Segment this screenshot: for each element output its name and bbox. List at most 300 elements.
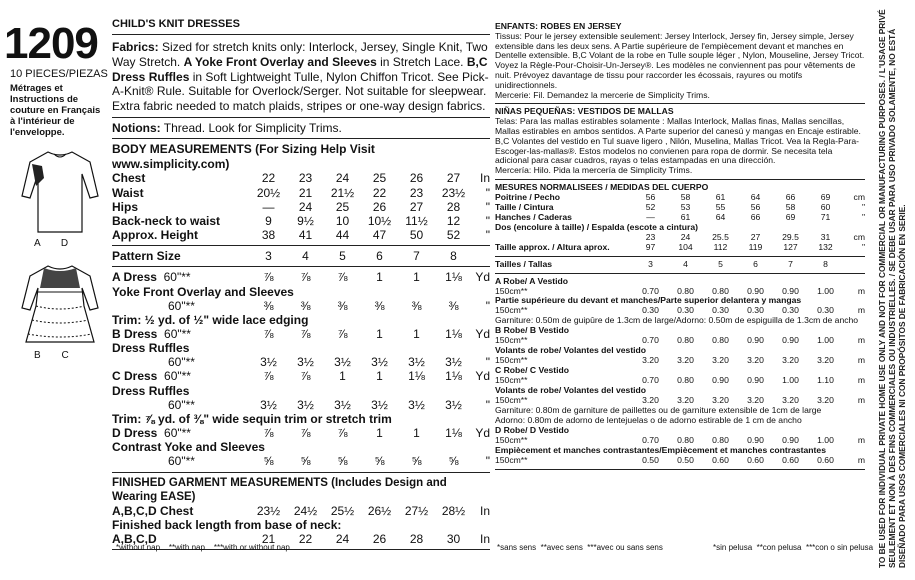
value-cell: 3.20 — [747, 355, 764, 366]
body-measurements-table — [112, 171, 490, 242]
row-label: Tailles / Tallas — [495, 258, 552, 269]
value-cell: 0.50 — [677, 454, 694, 465]
unit-cell: m — [857, 435, 865, 446]
view-label: C Dress 60"** — [112, 369, 191, 384]
value-cell: 1.00 — [817, 435, 834, 446]
value-cell: 64 — [750, 191, 761, 202]
value-cell: ⅜ — [263, 298, 274, 313]
value-cell: ⅞ — [263, 326, 274, 341]
value-cell: 1 — [413, 326, 420, 341]
value-cell: ⅝ — [411, 454, 422, 469]
value-cell: 0.30 — [712, 305, 729, 316]
value-cell: 52 — [446, 228, 461, 243]
value-cell: — — [262, 199, 275, 214]
part-title: Volants de robe/ Volantes del vestido — [495, 345, 647, 356]
row-label: Poitrine / Pecho — [495, 191, 560, 202]
value-cell: 69 — [820, 191, 831, 202]
metric-measurements-title: MESURES NORMALISEES / MEDIDAS DEL CUERPO — [495, 181, 709, 192]
size-cell: 8 — [450, 249, 457, 264]
value-cell: 25 — [335, 199, 350, 214]
value-cell: 0.80 — [677, 285, 694, 296]
unit-cell: Yd — [475, 426, 490, 441]
value-cell: 0.90 — [712, 375, 729, 386]
value-cell: 52 — [645, 201, 656, 212]
value-cell: ⅝ — [448, 454, 459, 469]
sketch-label-bottom: B C — [34, 350, 69, 361]
sketch-dress-a-d — [18, 148, 102, 238]
value-cell: 50 — [409, 228, 424, 243]
value-cell: 41 — [298, 228, 313, 243]
french-spanish-column — [495, 22, 865, 473]
value-cell: 26 — [372, 531, 387, 546]
value-cell: 30 — [446, 531, 461, 546]
pieces-count: 10 PIECES/PIEZAS — [10, 68, 108, 80]
unit-cell: " — [861, 211, 865, 222]
trim-row — [112, 313, 490, 327]
value-cell: 22 — [372, 185, 387, 200]
value-cell: 22 — [261, 171, 276, 186]
size-cell: 7 — [413, 249, 420, 264]
width-cell: 150cm** — [495, 395, 528, 406]
unit-cell: " — [485, 397, 490, 412]
size-cell: 8 — [823, 258, 828, 269]
value-cell: 3.20 — [642, 395, 659, 406]
value-cell: 3.20 — [817, 395, 834, 406]
value-cell: 0.90 — [747, 435, 764, 446]
metric-yardage-row — [495, 456, 865, 466]
value-cell: 64 — [715, 211, 726, 222]
finished-title: FINISHED GARMENT MEASUREMENTS (Includes Design and Wearing EASE) — [112, 476, 447, 503]
metric-yardage-table — [495, 277, 865, 466]
body-measurements-title: BODY MEASUREMENTS (For Sizing Help Visit www.simplicity.com) — [112, 142, 375, 171]
value-cell: 31 — [820, 231, 831, 242]
value-cell: 1 — [339, 369, 346, 384]
view-row — [112, 270, 490, 284]
value-cell: ⅜ — [300, 298, 311, 313]
value-cell: 28 — [409, 531, 424, 546]
value-cell: 44 — [335, 228, 350, 243]
size-cell: 5 — [718, 258, 723, 269]
trim-text: Trim: ½ yd. of ½" wide lace edging — [112, 312, 309, 327]
value-cell: 71 — [820, 211, 831, 222]
unit-cell: " — [485, 185, 490, 200]
value-cell: 3.20 — [642, 355, 659, 366]
value-cell: 3.20 — [712, 395, 729, 406]
value-cell: ⅜ — [448, 298, 459, 313]
value-cell: 0.70 — [642, 285, 659, 296]
width-cell: 150cm** — [495, 305, 528, 316]
value-cell: 3½ — [445, 355, 462, 370]
size-cell: 4 — [683, 258, 688, 269]
value-cell: 3½ — [371, 397, 388, 412]
value-cell: 61 — [680, 211, 691, 222]
value-cell: 3½ — [408, 397, 425, 412]
value-cell: 66 — [785, 191, 796, 202]
trim-text: Garniture: 0.80m de garniture de paillettes ou de garniture extensible de 1cm de large — [495, 405, 822, 416]
unit-cell: " — [485, 228, 490, 243]
row-label: Waist — [112, 185, 144, 200]
value-cell: 1 — [413, 426, 420, 441]
value-cell: 1 — [376, 326, 383, 341]
metric-measurements-table — [495, 193, 865, 253]
value-cell: ⅞ — [337, 326, 348, 341]
value-cell: 56 — [750, 201, 761, 212]
value-cell: 29.5 — [782, 231, 799, 242]
value-cell: 3½ — [334, 397, 351, 412]
body-row — [112, 200, 490, 214]
value-cell: 0.90 — [747, 285, 764, 296]
value-cell: ⅞ — [300, 426, 311, 441]
value-cell: 3½ — [334, 355, 351, 370]
value-cell: 0.80 — [677, 335, 694, 346]
unit-cell: Yd — [475, 270, 490, 285]
value-cell: 3.20 — [712, 355, 729, 366]
value-cell: 3.20 — [782, 355, 799, 366]
pattern-number: 1209 — [4, 19, 98, 68]
value-cell: 27 — [750, 231, 761, 242]
pattern-size-row — [112, 249, 490, 263]
value-cell: 3.20 — [747, 395, 764, 406]
width-cell: 150cm** — [495, 375, 528, 386]
width-cell: 150cm** — [495, 355, 528, 366]
value-cell: 1 — [376, 369, 383, 384]
value-cell: 60 — [820, 201, 831, 212]
size-cell: 3 — [648, 258, 653, 269]
body-row — [112, 214, 490, 228]
part-title-row — [112, 341, 490, 355]
value-cell: 27½ — [404, 503, 429, 518]
part-values-row — [112, 355, 490, 369]
row-label: Chest — [112, 171, 146, 186]
part-values-row — [112, 299, 490, 313]
value-cell: 119 — [748, 241, 763, 252]
value-cell: 0.50 — [642, 454, 659, 465]
tissus-paragraph: Tissus: Pour le jersey extensible seulement: Jersey Interlock, Jersey fin, Jersey simple, Jersey extensible dans les deux sens. A Partie supérieure de l'empiècement devant et manches en Dentelle extensible. B,C Volant de la robe en Tulle souple léger , Nylon, Mouseline, Jersey Tricot. Voyez la Règle-Pour-Choisir-Un-Jersey®. Les modèles ne conviennent pas pour vêtements de nuit. Prévoyez davantage de tissu pour raccorder les écossais, rayures ou motifs unidirectionnels. — [495, 30, 865, 90]
row-label: Back-neck to waist — [112, 213, 221, 228]
unit-cell: m — [857, 285, 865, 296]
part-title: B Robe/ B Vestido — [495, 325, 570, 336]
value-cell: ⅞ — [300, 326, 311, 341]
value-cell: 0.30 — [642, 305, 659, 316]
value-cell: ⅝ — [337, 454, 348, 469]
part-title: Dress Ruffles — [112, 341, 190, 356]
width-cell: 150cm** — [495, 285, 528, 296]
value-cell: 0.90 — [747, 335, 764, 346]
sketch-dress-b-c — [18, 262, 102, 348]
value-cell: 104 — [678, 241, 693, 252]
value-cell: 25.5 — [712, 231, 729, 242]
unit-cell: cm — [853, 231, 865, 242]
trim-text: Adorno: 0.80m de adorno de lentejuelas o de adorno estirable de 1 cm de ancho — [495, 415, 802, 426]
value-cell: 0.30 — [747, 305, 764, 316]
notions-line: Notions: Thread. Look for Simplicity Trims. — [112, 120, 342, 135]
value-cell: 20½ — [256, 185, 281, 200]
yardage-table — [112, 270, 490, 468]
value-cell: — — [646, 211, 655, 222]
part-title-row — [112, 440, 490, 454]
value-cell: 22 — [298, 531, 313, 546]
value-cell: ⅞ — [263, 426, 274, 441]
value-cell: 23½ — [441, 185, 466, 200]
value-cell: 0.30 — [817, 305, 834, 316]
value-cell: 69 — [785, 211, 796, 222]
value-cell: ⅞ — [263, 270, 274, 285]
row-label: Pattern Size — [112, 249, 181, 264]
unit-cell: Yd — [475, 369, 490, 384]
value-cell: 1.00 — [817, 285, 834, 296]
unit-cell: Yd — [475, 326, 490, 341]
value-cell: 3½ — [371, 355, 388, 370]
value-cell: 0.90 — [782, 285, 799, 296]
part-title: C Robe/ C Vestido — [495, 365, 570, 376]
value-cell: 10½ — [367, 213, 392, 228]
value-cell: 127 — [783, 241, 798, 252]
part-title-row — [112, 384, 490, 398]
part-title: A Robe/ A Vestido — [495, 275, 569, 286]
value-cell: ⅜ — [411, 298, 422, 313]
value-cell: 97 — [645, 241, 656, 252]
unit-cell: m — [857, 375, 865, 386]
value-cell: 24 — [335, 531, 350, 546]
finished-back-title — [112, 518, 490, 532]
value-cell: 0.30 — [782, 305, 799, 316]
view-label: B Dress 60"** — [112, 326, 191, 341]
value-cell: 0.30 — [677, 305, 694, 316]
value-cell: 53 — [680, 201, 691, 212]
row-label: Hips — [112, 199, 139, 214]
value-cell: 0.90 — [782, 435, 799, 446]
value-cell: ⅝ — [300, 454, 311, 469]
value-cell: 3½ — [297, 355, 314, 370]
width-cell: 150cm** — [495, 335, 528, 346]
value-cell: 112 — [713, 241, 728, 252]
english-footnote: *without nap **with nap ***with or without nap — [116, 543, 290, 552]
row-label: Dos (encolure à taille) / Espalda (escote a cintura) — [495, 221, 698, 232]
fabrics-paragraph: Fabrics: Sized for stretch knits only: Interlock, Jersey, Single Knit, Two Way Stretch. A Yoke Front Overlay and Sleeves in Stretch Lace. B,C Dress Ruffles in Soft Lightweight Tulle, Nylon Chiffon Tricot. See Pick-A-Knit® Rule. Suitable for Overlock/Serger. Not suitable for sleepwear. Extra fabric needed to match plaids, stripes or one-way design fabrics. — [112, 40, 489, 113]
value-cell: 0.60 — [782, 454, 799, 465]
value-cell: ⅞ — [337, 426, 348, 441]
value-cell: 1⅛ — [408, 369, 425, 384]
value-cell: 3½ — [297, 397, 314, 412]
body-row — [112, 186, 490, 200]
size-cell: 7 — [788, 258, 793, 269]
finished-table — [112, 504, 490, 546]
part-title: D Robe/ D Vestido — [495, 425, 570, 436]
width-cell: 150cm** — [495, 454, 528, 465]
telas-paragraph: Telas: Para las mallas estirables solamente : Mallas Interlock, Mallas finas, Mallas sencillas, Mallas estirables en ambos sentidos. A Parte superior del canesú y mangas en Encaje estirable. B,C Volantes del vestido en Tul suave ligero , Nilón, Muselina, Mallas Tricot. Vea la Regla-Para-Escoger-las-mallas®. Estos modelos no convienen para ropa de dormir. Se necesita tela adicional para casar cuadros, rayas o telas estampadas en una dirección. — [495, 116, 861, 166]
value-cell: 1⅛ — [445, 369, 462, 384]
value-cell: 0.60 — [712, 454, 729, 465]
value-cell: 3½ — [260, 355, 277, 370]
unit-cell: " — [485, 454, 490, 469]
size-row — [112, 249, 490, 263]
value-cell: 58 — [785, 201, 796, 212]
value-cell: 56 — [645, 191, 656, 202]
row-label: Approx. Height — [112, 228, 198, 243]
value-cell: 23 — [409, 185, 424, 200]
unit-cell: cm — [853, 191, 865, 202]
english-title: CHILD'S KNIT DRESSES — [112, 18, 240, 30]
value-cell: 0.80 — [712, 435, 729, 446]
value-cell: 1.10 — [817, 375, 834, 386]
unit-cell: " — [485, 298, 490, 313]
value-cell: 0.70 — [642, 375, 659, 386]
width-cell: 60"** — [168, 397, 195, 412]
unit-cell: In — [479, 171, 490, 186]
value-cell: 26 — [372, 199, 387, 214]
value-cell: 12 — [446, 213, 461, 228]
value-cell: 21 — [298, 185, 313, 200]
unit-cell — [472, 249, 490, 263]
spanish-title: NIÑAS PEQUEÑAS: VESTIDOS DE MALLAS — [495, 106, 674, 117]
width-cell: 60"** — [168, 454, 195, 469]
part-title: Volants de robe/ Volantes del vestido — [495, 385, 647, 396]
value-cell: 38 — [261, 228, 276, 243]
trim-text: Trim: ⅞ yd. of ⅜" wide sequin trim or stretch trim — [112, 411, 392, 426]
value-cell: 26½ — [367, 503, 392, 518]
value-cell: 55 — [715, 201, 726, 212]
value-cell: 1⅛ — [445, 426, 462, 441]
unit-cell: m — [857, 305, 865, 316]
value-cell: 61 — [715, 191, 726, 202]
size-cell: 3 — [265, 249, 272, 264]
value-cell: 27 — [409, 199, 424, 214]
unit-cell: m — [857, 454, 865, 465]
part-title-row — [112, 285, 490, 299]
value-cell: 3½ — [260, 397, 277, 412]
value-cell: 3½ — [445, 397, 462, 412]
value-cell: 0.70 — [642, 335, 659, 346]
value-cell: 58 — [680, 191, 691, 202]
usage-disclaimer-vertical: TO BE USED FOR INDIVIDUAL PRIVATE HOME USE ONLY AND NOT FOR COMMERCIAL OR MANUFACTURING PURPOSES. / L'USAGE PRIVÉ SEULEMENT ET NON À DES FINS COMMERCIALES OU INDUSTRIELLES. / SE DEBE USAR PARA USO PRIVADO SOLAMENTE, NO ESTÁ DISEÑADO PARA USOS COMERCIALES NI CON PROPÓSITOS DE FABRICACIÓN EN SERIE. — [877, 9, 907, 568]
value-cell: 0.60 — [747, 454, 764, 465]
sketch-label-top: A D — [34, 238, 69, 249]
value-cell: 24 — [680, 231, 691, 242]
value-cell: 27 — [446, 171, 461, 186]
value-cell: 0.80 — [677, 375, 694, 386]
part-values-row — [112, 398, 490, 412]
value-cell: 0.60 — [817, 454, 834, 465]
value-cell: 28½ — [441, 503, 466, 518]
value-cell: 28 — [446, 199, 461, 214]
value-cell: 23 — [298, 171, 313, 186]
size-cell: 5 — [339, 249, 346, 264]
value-cell: ⅝ — [263, 454, 274, 469]
value-cell: ⅞ — [337, 270, 348, 285]
value-cell: 1 — [376, 426, 383, 441]
value-cell: 132 — [818, 241, 833, 252]
unit-cell: " — [485, 213, 490, 228]
value-cell: ⅞ — [263, 369, 274, 384]
metric-yardage-row — [495, 277, 865, 287]
finished-chest-row — [112, 504, 490, 518]
unit-cell: " — [861, 201, 865, 212]
value-cell: 0.80 — [712, 335, 729, 346]
unit-cell: " — [485, 355, 490, 370]
view-row — [112, 369, 490, 383]
value-cell: 9 — [265, 213, 272, 228]
value-cell: 1⅛ — [445, 326, 462, 341]
part-title: Contrast Yoke and Sleeves — [112, 440, 265, 455]
body-row — [112, 171, 490, 185]
value-cell: 0.90 — [782, 335, 799, 346]
value-cell: 0.90 — [747, 375, 764, 386]
value-cell: 26 — [409, 171, 424, 186]
size-cell: 4 — [302, 249, 309, 264]
value-cell: 66 — [750, 211, 761, 222]
part-title: Empiècement et manches contrastantes/Empiècement et manches contrastantes — [495, 445, 826, 455]
body-row — [112, 228, 490, 242]
value-cell: 3.20 — [677, 395, 694, 406]
value-cell: 0.80 — [712, 285, 729, 296]
trim-row — [112, 412, 490, 426]
value-cell: 3.20 — [782, 395, 799, 406]
value-cell: ⅜ — [337, 298, 348, 313]
value-cell: 23½ — [256, 503, 281, 518]
value-cell: 3½ — [408, 355, 425, 370]
size-cell: 6 — [376, 249, 383, 264]
metric-row — [495, 243, 865, 253]
value-cell: 24½ — [293, 503, 318, 518]
value-cell: 1.00 — [817, 335, 834, 346]
view-row — [112, 426, 490, 440]
unit-cell: m — [857, 395, 865, 406]
width-cell: 60"** — [168, 355, 195, 370]
value-cell: 1 — [413, 270, 420, 285]
view-label: D Dress 60"** — [112, 426, 191, 441]
value-cell: 25½ — [330, 503, 355, 518]
row-label: A,B,C,D Chest — [112, 503, 194, 518]
tailles-row — [495, 260, 865, 270]
value-cell: 11½ — [405, 213, 428, 228]
value-cell: 3.20 — [817, 355, 834, 366]
french-title: ENFANTS: ROBES EN JERSEY — [495, 21, 622, 31]
width-cell: 150cm** — [495, 435, 528, 446]
value-cell: 1.00 — [782, 375, 799, 386]
view-label: A Dress 60"** — [112, 270, 191, 285]
metric-row — [495, 223, 865, 233]
size-cell: 6 — [753, 258, 758, 269]
mercerie-line: Mercerie: Fil. Demandez la mercerie de Simplicity Trims. — [495, 89, 710, 100]
width-cell: 60"** — [168, 298, 195, 313]
row-label: Taille / Cintura — [495, 201, 554, 212]
value-cell: 23 — [645, 231, 656, 242]
unit-cell: " — [485, 199, 490, 214]
unit-cell — [843, 260, 865, 270]
row-label: Hanches / Caderas — [495, 211, 572, 222]
value-cell: ⅞ — [300, 270, 311, 285]
view-row — [112, 327, 490, 341]
unit-cell: m — [857, 335, 865, 346]
value-cell: 9½ — [297, 213, 314, 228]
unit-cell: " — [861, 241, 865, 252]
value-cell: 24 — [335, 171, 350, 186]
value-cell: 47 — [372, 228, 387, 243]
part-title: Dress Ruffles — [112, 383, 190, 398]
value-cell: 21 — [261, 531, 276, 546]
part-title: Yoke Front Overlay and Sleeves — [112, 284, 294, 299]
trim-text: Garniture: 0.50m de guipûre de 1.3cm de large/Adorno: 0.50m de espiguilla de 1.3cm de ancho — [495, 315, 859, 326]
value-cell: 25 — [372, 171, 387, 186]
value-cell: 3.20 — [677, 355, 694, 366]
spanish-footnote: *sin pelusa **con pelusa ***con o sin pelusa — [713, 543, 874, 552]
row-label: Taille approx. / Altura aprox. — [495, 241, 610, 252]
part-title: Partie supérieure du devant et manches/Parte superior delantera y mangas — [495, 295, 802, 306]
value-cell: ⅜ — [374, 298, 385, 313]
part-values-row — [112, 454, 490, 468]
row-label: A,B,C,D — [112, 531, 157, 546]
value-cell: ⅝ — [374, 454, 385, 469]
